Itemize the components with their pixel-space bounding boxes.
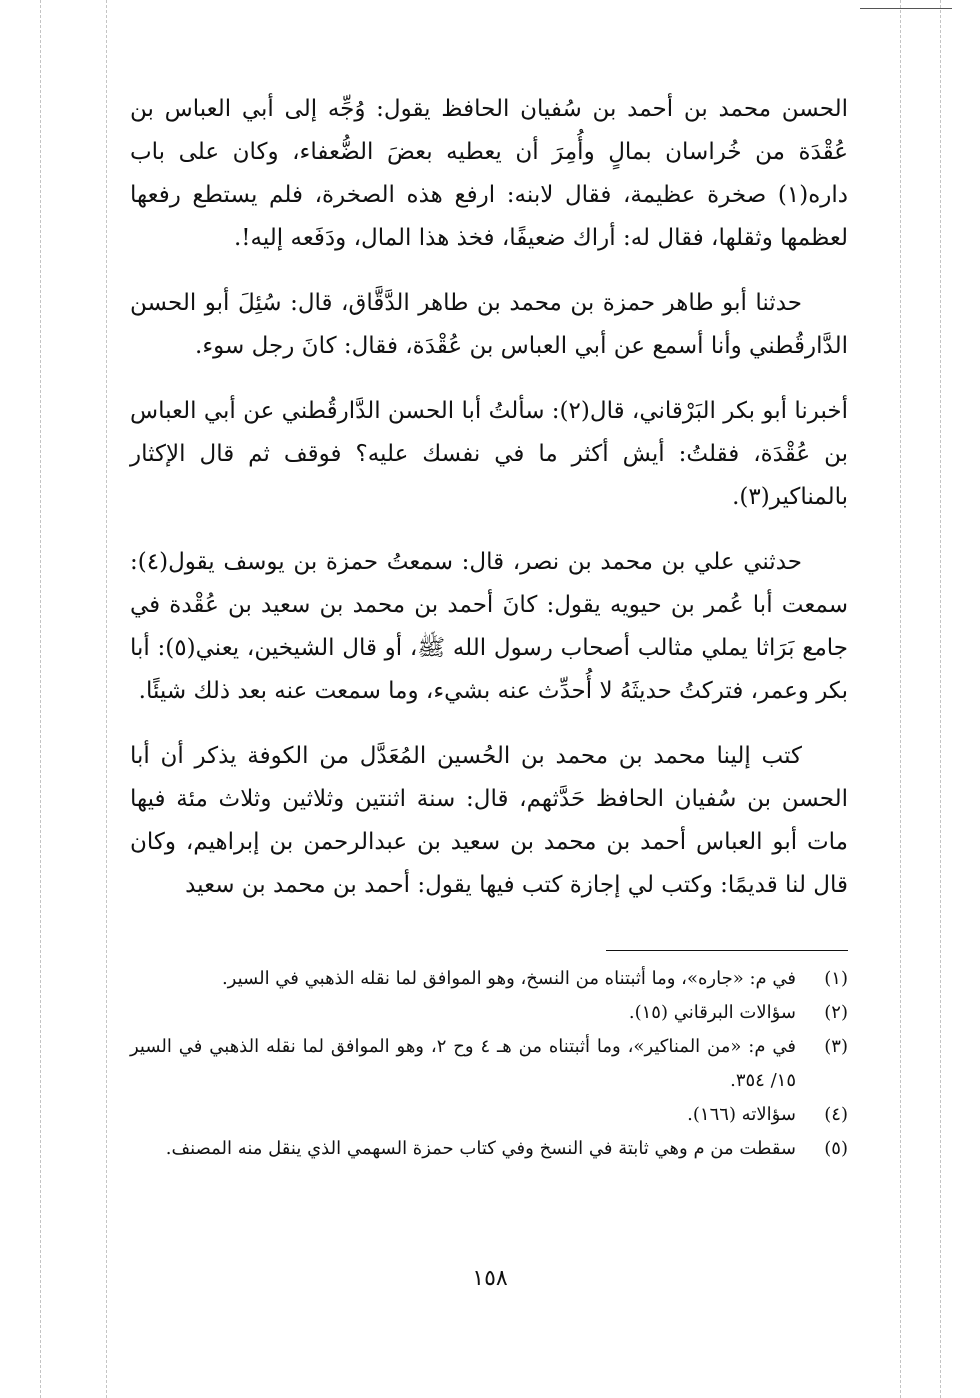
paragraph-3: أخبرنا أبو بكر البَرْقاني، قال(٢): سألتُ أبا الحسن الدَّارقُطني عن أبي العباس بن عُقْدَة، فقلتُ: أيش أكثر ما في نفسك عليه؟ فوقف ثم قال الإكثار بالمناكير(٣). <box>130 398 849 510</box>
footnote-text: في م: «من المناكير»، وما أثبتناه من هـ ٤ وح ٢، وهو الموافق لما نقله الذهبي في السير ١٥/ ٣٥٤. <box>130 1036 796 1091</box>
footnote-number: (١) <box>824 968 848 989</box>
margin-guide-left <box>40 0 41 1398</box>
footnote-number: (٢) <box>824 1002 848 1023</box>
page-body <box>130 88 848 929</box>
footnote-separator <box>606 950 848 951</box>
footnote-4 <box>130 1098 848 1132</box>
paragraph-1: الحسن محمد بن أحمد بن سُفيان الحافظ يقول: وُجِّه إلى أبي العباس بن عُقْدَة من خُراسان بمالٍ وأُمِرَ أن يعطيه بعضَ الضُّعفاء، وكان على باب داره(١) صخرة عظيمة، فقال لابنه: ارفع هذه الصخرة، فلم يستطع رفعها لعظمها وثقلها، فقال له: أراك ضعيفًا، فخذ هذا المال، ودَفَعه إليه!. <box>130 96 848 251</box>
margin-guide-right <box>940 0 941 1398</box>
footnote-text: سؤالاته (١٦٦). <box>687 1104 796 1125</box>
footnote-number: (٤) <box>824 1104 848 1125</box>
footnote-1 <box>130 962 848 996</box>
margin-guide-inner-right <box>900 0 901 1398</box>
footnotes <box>130 962 848 1166</box>
paragraph-4: حدثني علي بن محمد بن نصر، قال: سمعتُ حمزة بن يوسف يقول(٤): سمعت أبا عُمر بن حيويه يقول: كانَ أحمد بن محمد بن سعيد بن عُقْدة في جامع بَرَاثا يملي مثالب أصحاب رسول الله ﷺ، أو قال الشيخين، يعني(٥): أبا بكر وعمر، فتركتُ حديثَهُ لا أُحدِّث عنه بشيء، وما سمعت عنه بعد ذلك شيئًا. <box>130 549 848 704</box>
footnote-number: (٣) <box>824 1036 848 1057</box>
paragraph-2: حدثنا أبو طاهر حمزة بن محمد بن طاهر الدَّقَّاق، قال: سُئِلَ أبو الحسن الدَّارقُطني وأنا أسمع عن أبي العباس بن عُقْدَة، فقال: كانَ رجل سوء. <box>130 290 848 359</box>
footnote-text: سؤالات البرقاني (١٥). <box>628 1002 796 1023</box>
footnote-number: (٥) <box>824 1138 848 1159</box>
footnote-text: في م: «جاره»، وما أثبتناه من النسخ، وهو الموافق لما نقله الذهبي في السير. <box>221 968 796 989</box>
footnote-2 <box>130 996 848 1030</box>
paragraph-5: كتب إلينا محمد بن محمد بن الحُسين المُعَدَّل من الكوفة يذكر أن أبا الحسن بن سُفيان الحافظ حَدَّثهم، قال: سنة اثنتين وثلاثين وثلاث مئة فيها مات أبو العباس أحمد بن محمد بن سعيد بن عبدالرحمن بن إبراهيم، وكان قال لنا قديمًا: وكتب لي إجازة كتب فيها يقول: أحمد بن محمد بن سعيد <box>130 743 848 898</box>
footnote-text: سقطت من م وهي ثابتة في النسخ وفي كتاب حمزة السهمي الذي ينقل منه المصنف. <box>165 1138 796 1159</box>
page-number: ١٥٨ <box>472 1266 508 1291</box>
margin-guide-inner-left <box>106 0 107 1398</box>
top-rule <box>860 8 952 9</box>
footnote-5 <box>130 1132 848 1166</box>
footnote-3 <box>130 1030 848 1098</box>
